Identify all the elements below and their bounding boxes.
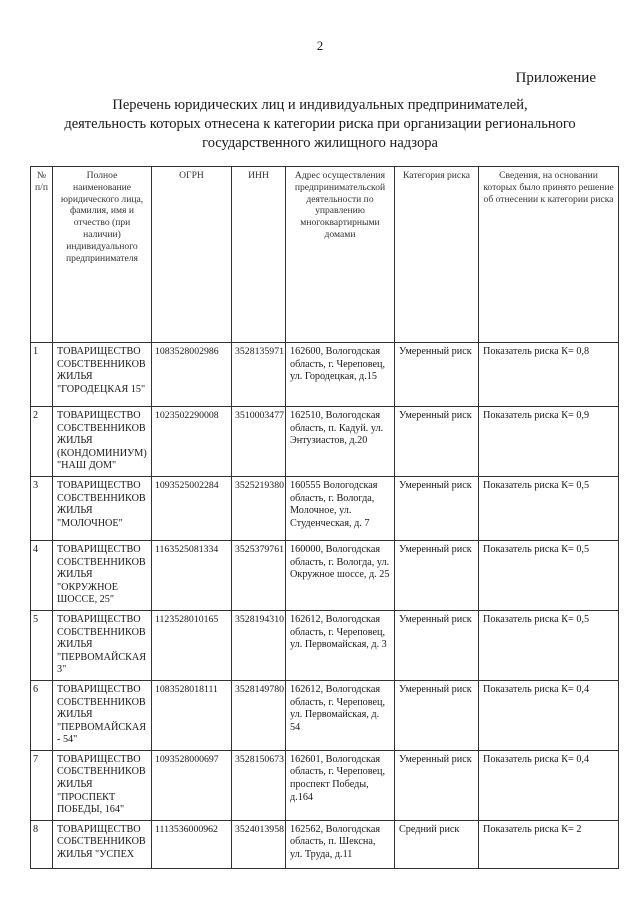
- cell-basis: Показатель риска К= 2: [479, 820, 619, 868]
- table-row: [31, 540, 619, 610]
- cell-basis: Показатель риска К= 0,9: [479, 407, 619, 477]
- cell-basis: Показатель риска К= 0,5: [479, 476, 619, 540]
- cell-inn: 3510003477: [232, 407, 286, 477]
- cell-basis: Показатель риска К= 0,4: [479, 750, 619, 820]
- table-row: [31, 750, 619, 820]
- cell-name: ТОВАРИЩЕСТВО СОБСТВЕННИКОВ ЖИЛЬЯ "МОЛОЧНОЕ": [53, 476, 152, 540]
- cell-number: 7: [31, 750, 53, 820]
- cell-number: 5: [31, 610, 53, 680]
- cell-category: Умеренный риск: [395, 343, 479, 407]
- table-row: [31, 476, 619, 540]
- cell-address: 162612, Вологодская область, г. Череповец, ул. Первомайская, д. 54: [286, 680, 395, 750]
- cell-category: Умеренный риск: [395, 610, 479, 680]
- header-ogrn: ОГРН: [152, 167, 232, 343]
- cell-category: Умеренный риск: [395, 407, 479, 477]
- cell-address: 162562, Вологодская область, п. Шексна, ул. Труда, д.11: [286, 820, 395, 868]
- cell-ogrn: 1163525081334: [152, 540, 232, 610]
- cell-category: Умеренный риск: [395, 750, 479, 820]
- cell-address: 162601, Вологодская область, г. Череповец, проспект Победы, д.164: [286, 750, 395, 820]
- cell-address: 162612, Вологодская область, г. Череповец, ул. Первомайская, д. 3: [286, 610, 395, 680]
- cell-inn: 3528194310: [232, 610, 286, 680]
- table-header-row: [31, 167, 619, 343]
- cell-name: ТОВАРИЩЕСТВО СОБСТВЕННИКОВ ЖИЛЬЯ "ПЕРВОМАЙСКАЯ 3": [53, 610, 152, 680]
- cell-inn: 3525219380: [232, 476, 286, 540]
- cell-ogrn: 1093528000697: [152, 750, 232, 820]
- cell-number: 8: [31, 820, 53, 868]
- cell-category: Умеренный риск: [395, 476, 479, 540]
- title-line-2: деятельность которых отнесена к категории риска при организации регионального: [64, 116, 576, 132]
- cell-ogrn: 1093525002284: [152, 476, 232, 540]
- cell-basis: Показатель риска К= 0,4: [479, 680, 619, 750]
- cell-inn: 3528135971: [232, 343, 286, 407]
- cell-inn: 3524013958: [232, 820, 286, 868]
- cell-ogrn: 1113536000962: [152, 820, 232, 868]
- table-row: [31, 343, 619, 407]
- appendix-label: Приложение: [515, 70, 596, 86]
- cell-inn: 3528149780: [232, 680, 286, 750]
- header-address: Адрес осуществления предпринимательской деятельности по управлению многоквартирными домами: [286, 167, 395, 343]
- cell-name: ТОВАРИЩЕСТВО СОБСТВЕННИКОВ ЖИЛЬЯ "ПРОСПЕКТ ПОБЕДЫ, 164": [53, 750, 152, 820]
- cell-number: 6: [31, 680, 53, 750]
- cell-basis: Показатель риска К= 0,8: [479, 343, 619, 407]
- cell-number: 4: [31, 540, 53, 610]
- table-row: [31, 407, 619, 477]
- header-category: Категория риска: [395, 167, 479, 343]
- cell-name: ТОВАРИЩЕСТВО СОБСТВЕННИКОВ ЖИЛЬЯ "ПЕРВОМАЙСКАЯ - 54": [53, 680, 152, 750]
- cell-number: 1: [31, 343, 53, 407]
- cell-ogrn: 1123528010165: [152, 610, 232, 680]
- cell-basis: Показатель риска К= 0,5: [479, 540, 619, 610]
- table-row: [31, 820, 619, 868]
- page-number: 2: [316, 38, 324, 53]
- cell-category: Умеренный риск: [395, 540, 479, 610]
- table-row: [31, 680, 619, 750]
- cell-address: 162510, Вологодская область, п. Кадуй. ул. Энтузиастов, д.20: [286, 407, 395, 477]
- cell-name: ТОВАРИЩЕСТВО СОБСТВЕННИКОВ ЖИЛЬЯ "ОКРУЖНОЕ ШОССЕ, 25": [53, 540, 152, 610]
- table-row: [31, 610, 619, 680]
- cell-name: ТОВАРИЩЕСТВО СОБСТВЕННИКОВ ЖИЛЬЯ (КОНДОМИНИУМ) "НАШ ДОМ": [53, 407, 152, 477]
- cell-basis: Показатель риска К= 0,5: [479, 610, 619, 680]
- document-title: [40, 96, 600, 153]
- cell-inn: 3528150673: [232, 750, 286, 820]
- cell-number: 3: [31, 476, 53, 540]
- title-line-1: Перечень юридических лиц и индивидуальных предпринимателей,: [112, 97, 528, 113]
- cell-number: 2: [31, 407, 53, 477]
- title-line-3: государственного жилищного надзора: [202, 135, 438, 151]
- header-inn: ИНН: [232, 167, 286, 343]
- cell-ogrn: 1083528002986: [152, 343, 232, 407]
- cell-address: 162600, Вологодская область, г. Череповец, ул. Городецкая, д.15: [286, 343, 395, 407]
- header-number: № п/п: [31, 167, 53, 343]
- cell-category: Умеренный риск: [395, 680, 479, 750]
- cell-category: Средний риск: [395, 820, 479, 868]
- cell-ogrn: 1083528018111: [152, 680, 232, 750]
- header-name: Полное наименование юридического лица, фамилия, имя и отчество (при наличии) индивидуального предпринимателя: [53, 167, 152, 343]
- cell-name: ТОВАРИЩЕСТВО СОБСТВЕННИКОВ ЖИЛЬЯ "УСПЕХ: [53, 820, 152, 868]
- header-basis: Сведения, на основании которых было принято решение об отнесении к категории риска: [479, 167, 619, 343]
- cell-ogrn: 1023502290008: [152, 407, 232, 477]
- cell-inn: 3525379761: [232, 540, 286, 610]
- risk-category-table: [30, 166, 619, 869]
- cell-name: ТОВАРИЩЕСТВО СОБСТВЕННИКОВ ЖИЛЬЯ "ГОРОДЕЦКАЯ 15": [53, 343, 152, 407]
- cell-address: 160555 Вологодская область, г. Вологда, Молочное, ул. Студенческая, д. 7: [286, 476, 395, 540]
- cell-address: 160000, Вологодская область, г. Вологда, ул. Окружное шоссе, д. 25: [286, 540, 395, 610]
